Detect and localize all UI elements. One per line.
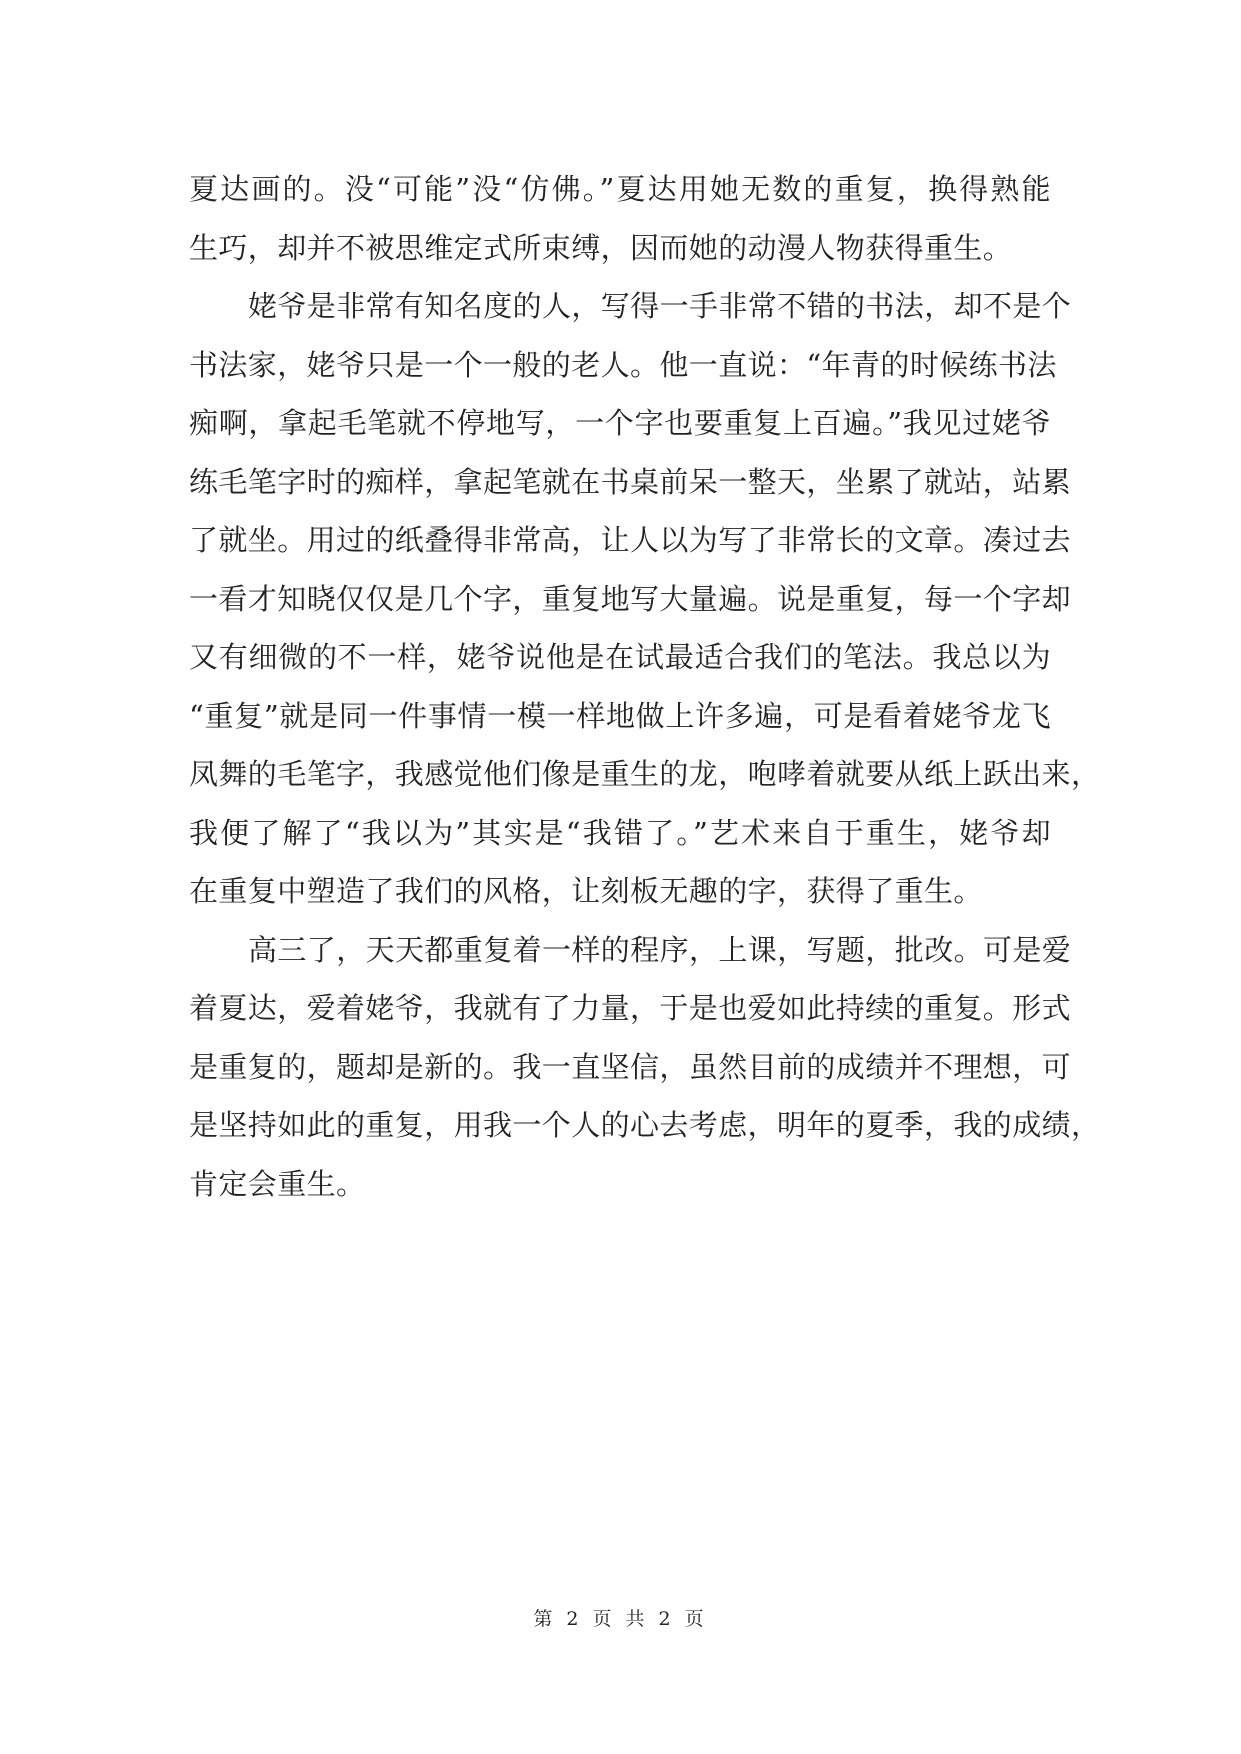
text-line: 生巧，却并不被思维定式所束缚，因而她的动漫人物获得重生。 <box>189 230 1013 265</box>
text-line: 在重复中塑造了我们的风格，让刻板无趣的字，获得了重生。 <box>189 874 983 908</box>
text-line: 痴啊，拿起毛笔就不停地写，一个字也要重复上百遍。”我见过姥爷 <box>189 406 1051 440</box>
text-line: 是重复的，题却是新的。我一直坚信，虽然目前的成绩并不理想，可 <box>189 1049 1072 1084</box>
text-line: 又有细微的不一样，姥爷说他是在试最适合我们的笔法。我总以为 <box>189 640 1051 674</box>
text-line: 着夏达，爱着姥爷，我就有了力量，于是也爱如此持续的重复。形式 <box>189 991 1072 1025</box>
text-line: 高三了，天天都重复着一样的程序，上课，写题，批改。可是爱 <box>248 932 1072 967</box>
document-body <box>189 160 1101 1213</box>
text-line: 一看才知晓仅仅是几个字，重复地写大量遍。说是重复，每一个字却 <box>189 581 1072 616</box>
text-line: 姥爷是非常有知名度的人，写得一手非常不错的书法，却不是个 <box>248 289 1072 323</box>
text-line: “重复”就是同一件事情一模一样地做上许多遍，可是看着姥爷龙飞 <box>189 698 1051 733</box>
text-line: 是坚持如此的重复，用我一个人的心去考虑，明年的夏季，我的成绩， <box>189 1108 1101 1142</box>
text-line: 书法家，姥爷只是一个一般的老人。他一直说：“年青的时候练书法 <box>189 347 1057 382</box>
text-line: 了就坐。用过的纸叠得非常高，让人以为写了非常长的文章。凑过去 <box>189 523 1072 557</box>
text-line: 我便了解了“我以为”其实是“我错了。”艺术来自于重生，姥爷却 <box>189 815 1051 850</box>
text-line: 肯定会重生。 <box>189 1166 366 1201</box>
text-line: 练毛笔字时的痴样，拿起笔就在书桌前呆一整天，坐累了就站，站累 <box>189 464 1072 499</box>
text-line: 夏达画的。没“可能”没“仿佛。”夏达用她无数的重复，换得熟能 <box>189 172 1051 206</box>
page-number-footer: 第 2 页 共 2 页 <box>533 1608 708 1630</box>
text-line: 凤舞的毛笔字，我感觉他们像是重生的龙，咆哮着就要从纸上跃出来， <box>189 757 1101 791</box>
